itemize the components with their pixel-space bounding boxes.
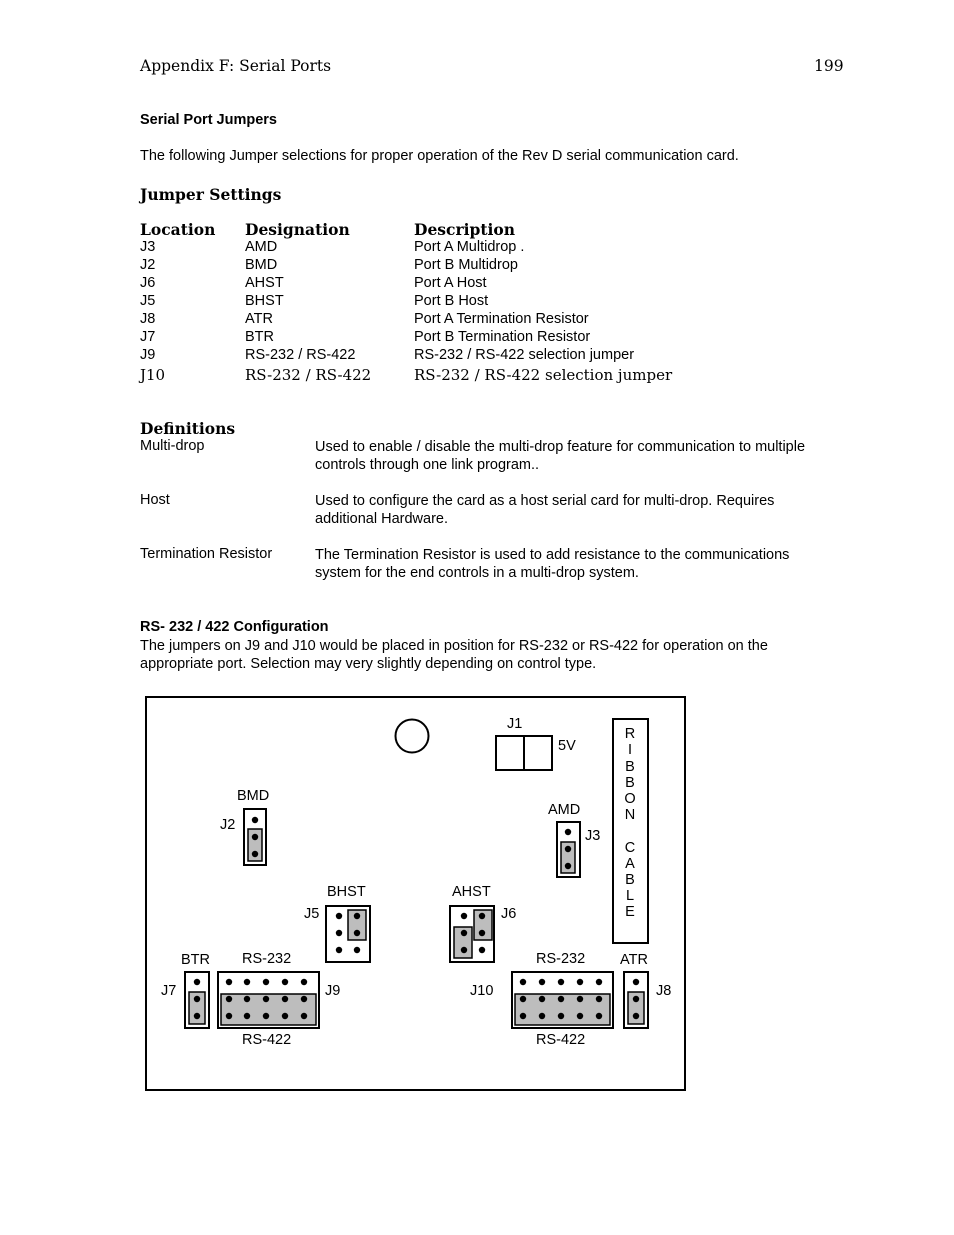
table-cell: J3 (140, 239, 156, 255)
table-cell: Port B Termination Resistor (414, 329, 591, 345)
label-rs422-right: RS-422 (536, 1032, 586, 1048)
page-header-title: Appendix F: Serial Ports (140, 57, 332, 75)
ribbon-cable-label (624, 726, 635, 920)
label-rs422-left: RS-422 (242, 1032, 292, 1048)
jumper-settings-title: Jumper Settings (140, 185, 282, 204)
rs-config-title: RS- 232 / 422 Configuration (140, 619, 329, 635)
svg-text:B: B (625, 759, 635, 775)
board-outline (146, 697, 685, 1090)
column-header-designation: Designation (245, 220, 350, 239)
label-j5: J5 (304, 906, 320, 922)
label-j10: J10 (470, 983, 494, 999)
table-cell: J9 (140, 347, 156, 363)
page-number: 199 (814, 57, 844, 75)
definitions-title: Definitions (140, 419, 236, 438)
table-cell: J5 (140, 293, 156, 309)
label-btr: BTR (181, 952, 210, 968)
definition-text: The Termination Resistor is used to add resistance to the communications system for the end controls in a multi-drop system. (315, 547, 790, 581)
rs-config-text: The jumpers on J9 and J10 would be placed in position for RS-232 or RS-422 for operation on the appropriate port. Selection may very slightly depending on control type. (140, 638, 768, 672)
column-header-location: Location (140, 220, 216, 239)
table-cell: Port A Termination Resistor (414, 311, 589, 327)
label-j8: J8 (656, 983, 672, 999)
svg-text:N: N (624, 807, 636, 823)
svg-text:C: C (624, 840, 636, 856)
svg-text:O: O (624, 791, 636, 807)
label-j9: J9 (325, 983, 341, 999)
label-5v: 5V (558, 738, 576, 754)
table-cell: BHST (245, 293, 284, 309)
table-cell: RS-232 / RS-422 selection jumper (414, 366, 673, 384)
table-cell: Port B Host (414, 293, 489, 309)
table-cell: AMD (245, 239, 278, 255)
table-cell: J7 (140, 329, 156, 345)
table-cell: RS-232 / RS-422 selection jumper (414, 347, 635, 363)
definition-text: Used to configure the card as a host serial card for multi-drop. Requires additional Hardware. (315, 493, 775, 527)
table-cell: J2 (140, 257, 156, 273)
table-cell: J6 (140, 275, 156, 291)
table-cell: J8 (140, 311, 156, 327)
table-cell: Port A Multidrop . (414, 239, 525, 255)
table-cell: BTR (245, 329, 274, 345)
svg-text:L: L (625, 888, 635, 904)
table-cell: AHST (245, 275, 284, 291)
section-title: Serial Port Jumpers (140, 112, 277, 128)
svg-text:R: R (624, 726, 636, 742)
label-rs232-right: RS-232 (536, 951, 586, 967)
label-j7: J7 (161, 983, 177, 999)
label-bhst: BHST (327, 884, 366, 900)
table-cell: RS-232 / RS-422 (245, 347, 356, 363)
definition-text: Used to enable / disable the multi-drop feature for communication to multiple controls through one link program.. (315, 439, 806, 473)
table-cell: Port B Multidrop (414, 257, 518, 273)
label-rs232-left: RS-232 (242, 951, 292, 967)
table-cell: BMD (245, 257, 278, 273)
svg-text:I: I (627, 742, 633, 758)
label-bmd: BMD (237, 788, 270, 804)
column-header-description: Description (414, 220, 516, 239)
table-cell: Port A Host (414, 275, 487, 291)
label-ahst: AHST (452, 884, 491, 900)
label-atr: ATR (620, 952, 648, 968)
definition-term: Multi-drop (140, 438, 205, 454)
mounting-hole (396, 720, 429, 753)
svg-text:B: B (625, 872, 635, 888)
table-cell: ATR (245, 311, 273, 327)
svg-text:B: B (625, 775, 635, 791)
label-j2: J2 (220, 817, 236, 833)
intro-text: The following Jumper selections for proper operation of the Rev D serial communication card. (140, 148, 739, 164)
table-cell: J10 (140, 366, 166, 384)
table-cell: RS-232 / RS-422 (245, 366, 372, 384)
label-j1: J1 (507, 716, 523, 732)
label-j6: J6 (501, 906, 517, 922)
svg-text:A: A (625, 856, 635, 872)
label-amd: AMD (548, 802, 581, 818)
label-j3: J3 (585, 828, 601, 844)
definition-term: Termination Resistor (140, 546, 273, 562)
svg-text:E: E (625, 904, 635, 920)
definition-term: Host (140, 492, 170, 508)
